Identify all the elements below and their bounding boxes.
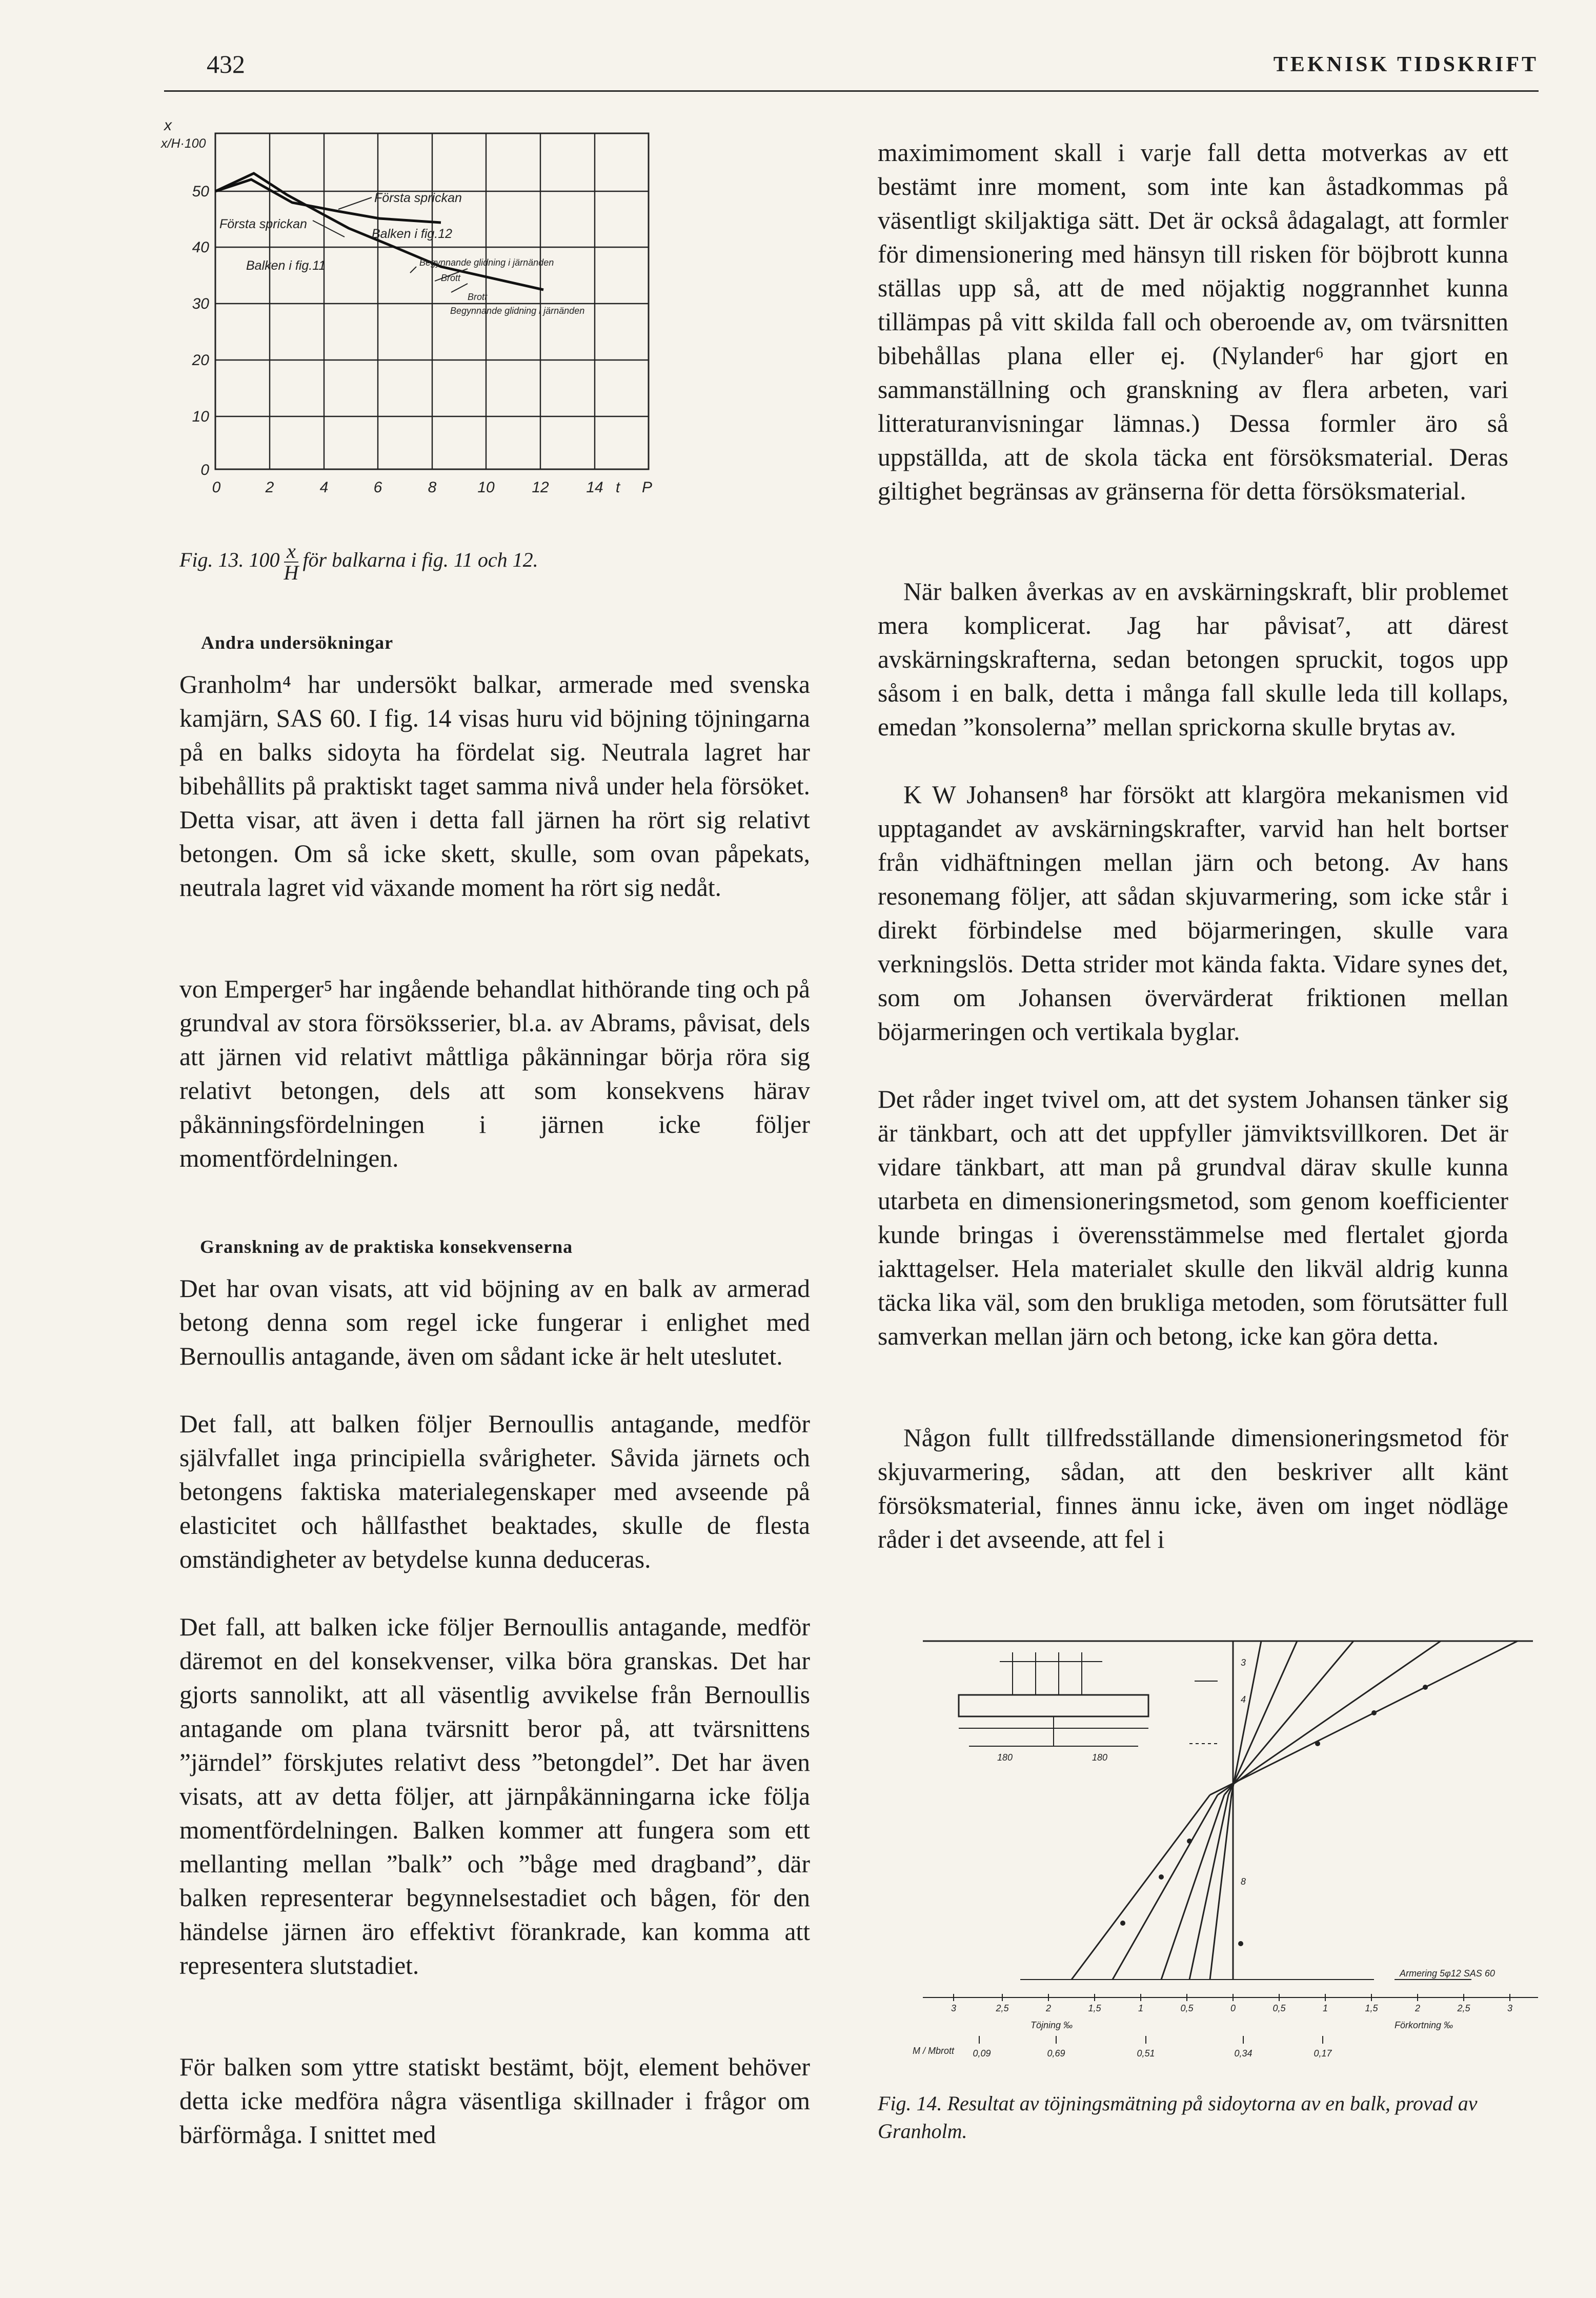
figure-14-caption: Fig. 14. Resultat av töjningsmätning på sidoytorna av en balk, provad av Granholm. [878,2092,1478,2143]
fig14-steel-label: Armering 5φ12 SAS 60 [1400,1968,1495,1979]
figure-13-caption: Fig. 13. 100 $\frac{x}{H}$ för balkarna i fig. 11 och 12. [179,539,538,584]
fig14-moment-value: 0,09 [973,2048,991,2059]
left-paragraph-3: Det har ovan visats, att vid böjning av en balk av armerad betong denna som regel icke fungerar i enlighet med Bernoullis antagande, även om sådant icke är helt uteslutet. [179,1274,810,1370]
fig13-label-first-crack-right: Första sprickan [374,191,462,205]
figure-13-chart [154,113,723,508]
fig14-x-tick: 0,5 [1180,2003,1194,2013]
fig13-label-beam-fig11: Balken i fig.11 [246,258,326,273]
fig13-label-break-upper: Brott [441,273,461,283]
fig14-x-tick: 2 [1045,2003,1052,2013]
left-paragraph-4: Det fall, att balken följer Bernoullis antagande, medför självfallet inga principiella svårigheter. Såvida järnets och betongens faktiska materialegenskaper med avseende på elasticitet och hållfasthet beaktades, skulle de flesta omständigheter av betydelse kunna deduceras. [179,1410,810,1573]
fig14-moment-value: 0,34 [1234,2048,1252,2059]
fig14-x-tick: 1,5 [1088,2003,1101,2013]
fig13-x-tick: 8 [428,479,437,496]
fig14-left-unit: Töjning ‰ [1031,2020,1073,2030]
fig13-label-first-crack-left: Första sprickan [219,217,307,231]
fig13-x-tick: 4 [319,479,329,496]
fig14-marker: 4 [1241,1694,1246,1705]
fig13-x-tick: 14 [586,479,603,496]
left-paragraph-2: von Emperger⁵ har ingående behandlat hithörande ting och på grundval av stora försöksserier, bl.a. av Abrams, påvisat, dels att järnen vid relativt måttliga påkänningar börja röra sig relativt betongen, dels att som konsekvens härav påkänningsfördelningen i järnen icke följer momentfördelningen. [179,975,810,1172]
fig13-label-slip-upper: Begynnande glidning i järnänden [419,257,554,268]
fig14-right-unit: Förkortning ‰ [1395,2020,1453,2030]
fig14-x-tick: 0,5 [1272,2003,1286,2013]
fig14-x-tick: 1 [1322,2003,1328,2013]
fig13-x-tick: 2 [265,479,274,496]
fig14-x-tick: 2,5 [1457,2003,1470,2013]
fig13-x-tick: 12 [532,479,549,496]
left-paragraph-5: Det fall, att balken icke följer Bernoullis antagande, medför däremot en del konsekvenser, vilka böra granskas. Det har gjorts sannolikt, att all väsentlig avvikelse från Bernoullis antagande om plana tvärsnitt beror på, att tvärsnittens ”järndel” förskjutes relativt dess ”betongdel”. Det har även visats, att av detta följer, att järnpåkänningarna icke följa momentfördelningen. Balken kommer att fungera som ett mellanting mellan ”balk” och ”båge med dragband”, där balken representerar begynnelsestadiet och bågen, för den händelse järnen äro effektivt förankrade, kan komma att representera slutstadiet. [179,1613,810,1980]
header-rule [164,90,1539,92]
left-paragraph-6: För balken som yttre statiskt bestämt, böjt, element behöver detta icke medföra några väsentliga skillnader i frågor om bärförmåga. I snittet med [179,2053,810,2149]
fig14-x-tick: 1,5 [1365,2003,1378,2013]
fig13-y-tick: 20 [192,352,209,369]
fig13-label-break-lower: Brott [468,292,488,302]
fig14-dim-right: 180 [1092,1752,1108,1763]
fig13-label-slip-lower: Begynnande glidning i järnänden [450,306,585,316]
fig14-x-tick: 2 [1415,2003,1421,2013]
figure-14-diagram [882,1626,1548,2072]
fig14-moment-value: 0,51 [1137,2048,1155,2059]
page-number: 432 [207,50,245,78]
running-head: TEKNISK TIDSKRIFT [1273,53,1539,76]
fig14-x-tick: 3 [1507,2003,1513,2013]
fig14-marker: 3 [1241,1657,1246,1668]
fig14-marker: 8 [1241,1876,1246,1887]
fig13-y-tick: 50 [192,183,209,200]
fig13-y-tick: 40 [192,239,209,256]
section-heading-practical-consequences: Granskning av de praktiska konsekvenserna [200,1236,573,1257]
fig13-label-beam-fig12: Balken i fig.12 [372,227,453,241]
fig14-x-tick: 3 [951,2003,957,2013]
right-paragraph-2: När balken åverkas av en avskärningskraft, blir problemet mera komplicerat. Jag har påvisat⁷, att därest avskärningskrafterna, sedan betongen spruckit, togos upp såsom i en balk, detta i många fall skulle leda till kollaps, emedan ”konsolerna” mellan sprickorna skulle brytas av. [878,577,1508,741]
right-paragraph-3: K W Johansen⁸ har försökt att klargöra mekanismen vid upptagandet av avskärningskrafter, varvid han helt bortser från vidhäftningen mellan järn och betong. Av hans resonemang följer, att sådan skjuvarmering, som icke står i direkt förbindelse med böjarmeringen, skulle vara verkningslös. Detta strider mot kända fakta. Vidare synes det, som om Johansen övervärderat friktionen mellan böjarmeringen och vertikala byglar. [878,781,1508,1046]
fig13-y-tick: 0 [200,462,209,478]
fig13-x-tick: 6 [373,479,382,496]
fig13-y-label-x: x [164,117,172,134]
fig13-y-tick: 30 [192,295,209,312]
fig14-x-tick: 1 [1138,2003,1144,2013]
fig14-x-tick: 0 [1230,2003,1236,2013]
right-paragraph-4: Det råder inget tvivel om, att det system Johansen tänker sig är tänkbart, och att det uppfyller jämviktsvillkoren. Det är vidare tänkbart, att man på grundval därav skulle kunna utarbeta en dimensioneringsmetod, som genom koefficienter kunde bringas i överensstämmelse med flertalet gjorda iakttagelser. Hela materialet skulle den likväl aldrig kunna täcka lika väl, som den brukliga metoden, som förutsätter full samverkan mellan järn och betong, icke kan göra detta. [878,1085,1508,1350]
fig14-dim-left: 180 [997,1752,1013,1763]
fig14-moment-label: M / Mbrott [913,2046,955,2056]
right-paragraph-1: maximimoment skall i varje fall detta motverkas av ett bestämt inre moment, som inte kan åstadkommas på väsentligt skiljaktiga sätt. Det är också ådagalagt, att formler för dimensionering med hänsyn till risken för böjbrott kunna ställas upp så, att de med nöjaktig noggrannhet kunna tillämpas på vitt skilda fall och oberoende av, om tvärsnitten bibehållas plana eller ej. (Nylander⁶ har gjort en sammanställning och granskning av flera arbeten, vari litteraturanvisningar lämnas.) Dessa formler äro så uppställda, att de skola täcka ent försöksmaterial. Deras giltighet begränsas av gränserna för detta försöksmaterial. [878,138,1508,505]
fig13-y-tick: 10 [192,408,209,425]
fig14-moment-value: 0,69 [1047,2048,1065,2059]
fig13-x-extra: P [641,479,653,496]
fig14-beam-sketch [959,1695,1148,1716]
fig13-y-label: x/H·100 [161,136,206,151]
fig14-moment-value: 0,17 [1314,2048,1332,2059]
left-paragraph-1: Granholm⁴ har undersökt balkar, armerade med svenska kamjärn, SAS 60. I fig. 14 visas huru vid böjning töjningarna på en balks sidoyta ha fördelat sig. Neutrala lagret har bibehållits på praktiskt taget samma nivå under hela försöket. Detta visar, att även i detta fall järnen ha rört sig relativt betongen. Om så icke skett, skulle, som ovan påpekats, neutrala lagret vid växande moment ha rört sig nedåt. [179,670,810,902]
fig14-x-tick: 2,5 [996,2003,1009,2013]
fig13-x-tick: 0 [212,479,221,496]
fig13-x-tick: 10 [477,479,495,496]
section-heading-other-studies: Andra undersökningar [201,632,394,653]
right-paragraph-5: Någon fullt tillfredsställande dimensioneringsmetod för skjuvarmering, sådan, att den beskriver allt känt försöksmaterial, finnes ännu icke, även om inget nödläge råder i det avseende, att fel i [878,1424,1508,1553]
fig13-x-unit: t [615,479,620,496]
